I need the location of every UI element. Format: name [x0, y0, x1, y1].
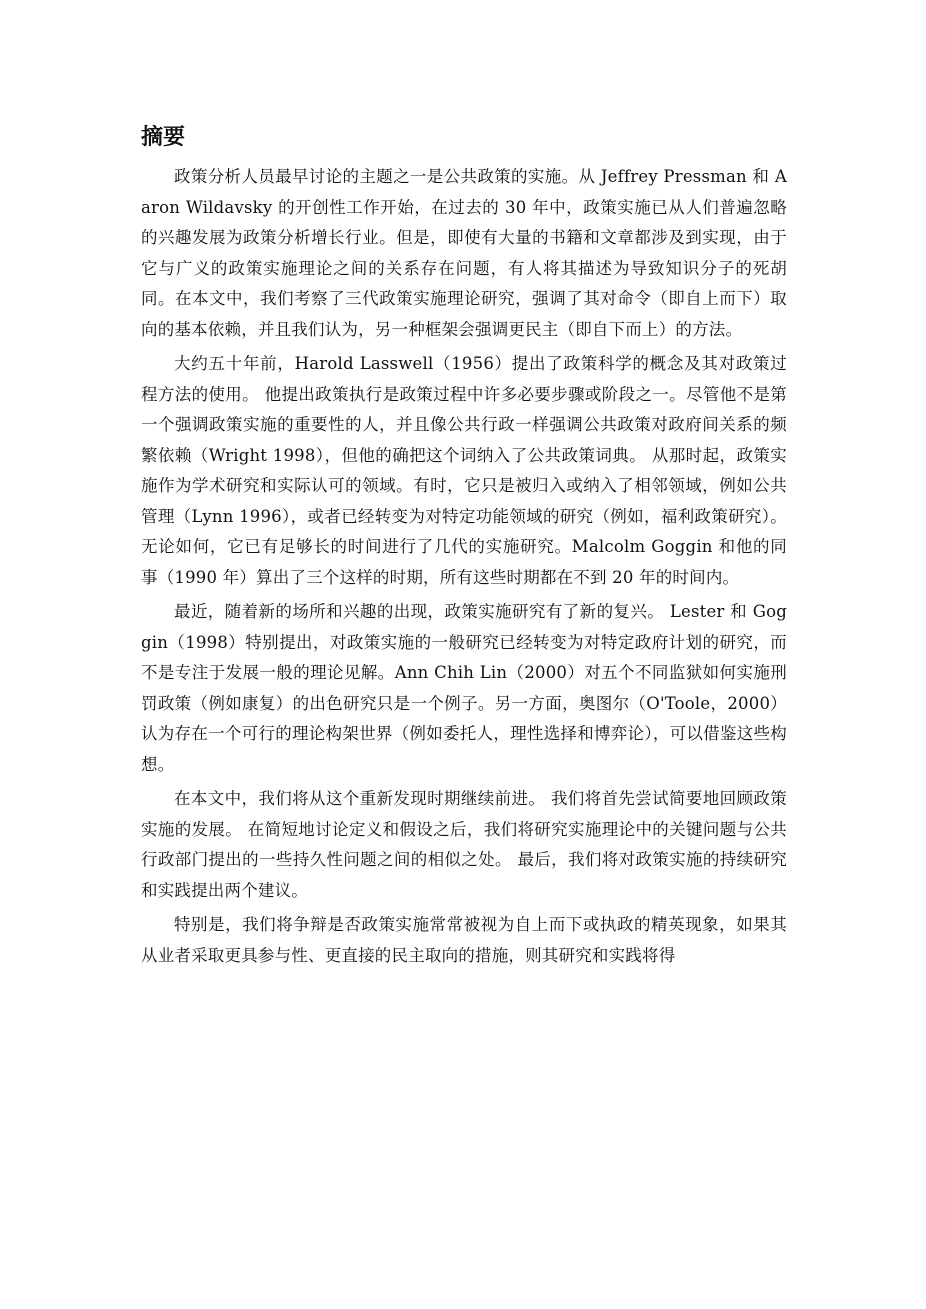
- paragraph-argument: 特别是，我们将争辩是否政策实施常常被视为自上而下或执政的精英现象，如果其从业者采取更具参与性、更直接的民主取向的措施，则其研究和实践将得: [141, 915, 787, 965]
- document-body: [141, 118, 787, 975]
- paragraph-recent-research: 最近，随着新的场所和兴趣的出现，政策实施研究有了新的复兴。 Lester 和 Goggin（1998）特别提出，对政策实施的一般研究已经转变为对特定政府计划的研究，而不是专注于发展一般的理论见解。Ann Chih Lin（2000）对五个不同监狱如何实施刑罚政策（例如康复）的出色研究只是一个例子。另一方面，奥图尔（O'Toole，2000）认为存在一个可行的理论构架世界（例如委托人，理性选择和博弈论），可以借鉴这些构想。: [141, 602, 787, 774]
- paragraph-outline: 在本文中，我们将从这个重新发现时期继续前进。 我们将首先尝试简要地回顾政策实施的发展。 在简短地讨论定义和假设之后，我们将研究实施理论中的关键问题与公共行政部门提出的一些持久性问题之间的相似之处。 最后，我们将对政策实施的持续研究和实践提出两个建议。: [141, 789, 787, 900]
- paragraph-history: 大约五十年前，Harold Lasswell（1956）提出了政策科学的概念及其对政策过程方法的使用。 他提出政策执行是政策过程中许多必要步骤或阶段之一。尽管他不是第一个强调政策实施的重要性的人，并且像公共行政一样强调公共政策对政府间关系的频繁依赖（Wright 1998），但他的确把这个词纳入了公共政策词典。 从那时起，政策实施作为学术研究和实际认可的领域。有时，它只是被归入或纳入了相邻领域，例如公共管理（Lynn 1996），或者已经转变为对特定功能领域的研究（例如，福利政策研究）。无论如何，它已有足够长的时间进行了几代的实施研究。Malcolm Goggin 和他的同事（1990 年）算出了三个这样的时期，所有这些时期都在不到 20 年的时间内。: [141, 354, 787, 587]
- section-title: 摘要: [141, 125, 186, 150]
- paragraph-intro: 政策分析人员最早讨论的主题之一是公共政策的实施。从 Jeffrey Pressman 和 Aaron Wildavsky 的开创性工作开始，在过去的 30 年中，政策实施已从人们普遍忽略的兴趣发展为政策分析增长行业。但是，即使有大量的书籍和文章都涉及到实现，由于它与广义的政策实施理论之间的关系存在问题，有人将其描述为导致知识分子的死胡同。在本文中，我们考察了三代政策实施理论研究，强调了其对命令（即自上而下）取向的基本依赖，并且我们认为，另一种框架会强调更民主（即自下而上）的方法。: [141, 167, 787, 339]
